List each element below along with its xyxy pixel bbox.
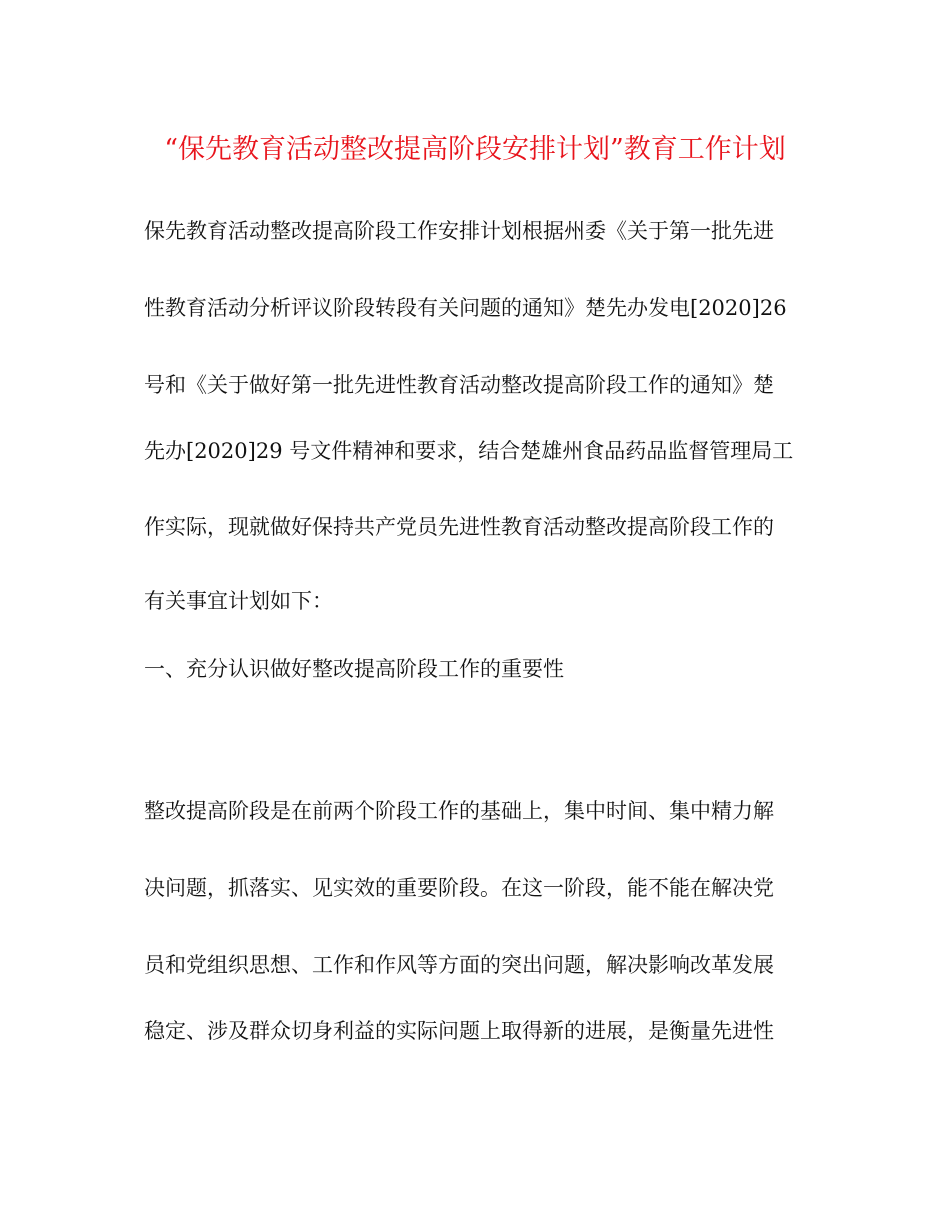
paragraph-line: 决问题，抓落实、见实效的重要阶段。在这一阶段，能不能在解决党 (144, 876, 774, 900)
paragraph-line: 作实际，现就做好保持共产党员先进性教育活动整改提高阶段工作的 (144, 515, 774, 539)
paragraph-line: 性教育活动分析评议阶段转段有关问题的通知》楚先办发电[2020]26 (144, 296, 787, 320)
section-heading: 一、充分认识做好整改提高阶段工作的重要性 (144, 657, 564, 681)
document-title: “保先教育活动整改提高阶段安排计划”教育工作计划 (164, 134, 786, 165)
paragraph-line: 稳定、涉及群众切身利益的实际问题上取得新的进展，是衡量先进性 (144, 1019, 774, 1043)
paragraph-line: 有关事宜计划如下： (144, 589, 333, 613)
paragraph-line: 员和党组织思想、工作和作风等方面的突出问题，解决影响改革发展 (144, 953, 774, 977)
paragraph-line: 整改提高阶段是在前两个阶段工作的基础上，集中时间、集中精力解 (144, 799, 774, 823)
paragraph-line: 保先教育活动整改提高阶段工作安排计划根据州委《关于第一批先进 (144, 219, 774, 243)
paragraph-line: 号和《关于做好第一批先进性教育活动整改提高阶段工作的通知》楚 (144, 373, 774, 397)
paragraph-line: 先办[2020]29 号文件精神和要求，结合楚雄州食品药品监督管理局工 (144, 439, 794, 463)
